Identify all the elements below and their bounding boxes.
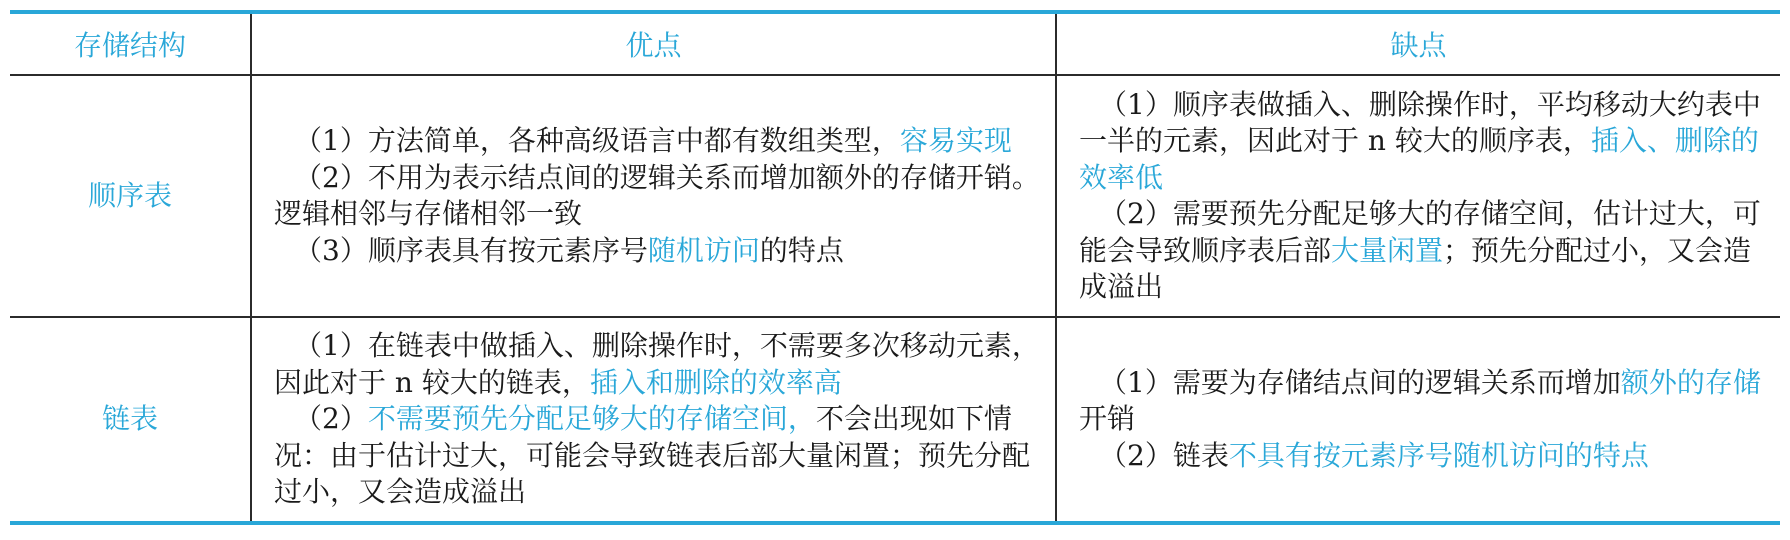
pros-item: （3）顺序表具有按元素序号随机访问的特点 xyxy=(294,233,844,267)
highlight-text: 不需要预先分配足够大的存储空间， xyxy=(367,402,816,436)
pros-cell xyxy=(251,75,1056,317)
pros-item: （1）在链表中做插入、删除操作时，不需要多次移动元素，因此对于 n 较大的链表，插入和删除的效率高 xyxy=(274,329,1040,399)
highlight-text: 插入、删除的效率低 xyxy=(1079,124,1759,194)
pros-item: （1）方法简单，各种高级语言中都有数组类型，容易实现 xyxy=(294,124,1012,157)
cons-cell xyxy=(1056,75,1780,317)
header-structure: 存储结构 xyxy=(10,12,251,75)
highlight-text: 容易实现 xyxy=(899,124,1012,157)
highlight-text: 额外的存储 xyxy=(1620,365,1761,399)
pros-item: （2）不用为表示结点间的逻辑关系而增加额外的存储开销。逻辑相邻与存储相邻一致 xyxy=(274,160,1040,230)
comparison-table xyxy=(10,10,1780,525)
header-row xyxy=(10,12,1780,75)
row-name: 链表 xyxy=(10,317,251,523)
row-name: 顺序表 xyxy=(87,178,172,212)
highlight-text: 大量闲置 xyxy=(1331,233,1444,267)
cons-item: （2）链表不具有按元素序号随机访问的特点 xyxy=(1099,438,1649,472)
cons-item: （1）顺序表做插入、删除操作时，平均移动大约表中一半的元素，因此对于 n 较大的顺序表，插入、删除的效率低 xyxy=(1079,87,1761,194)
cons-item: （2）需要预先分配足够大的存储空间，估计过大，可能会导致顺序表后部大量闲置；预先分配过小，又会造成溢出 xyxy=(1079,197,1761,303)
highlight-text: 不具有按元素序号随机访问的特点 xyxy=(1228,438,1649,472)
cons-cell xyxy=(1056,317,1780,523)
table-row-sequential-list xyxy=(10,75,1780,317)
comparison-table-wrapper xyxy=(10,10,1780,525)
pros-item: （2）不需要预先分配足够大的存储空间，不会出现如下情况：由于估计过大，可能会导致链表后部大量闲置；预先分配过小，又会造成溢出 xyxy=(274,402,1031,509)
cons-item: （1）需要为存储结点间的逻辑关系而增加额外的存储开销 xyxy=(1079,365,1761,436)
header-pros: 优点 xyxy=(251,12,1056,75)
pros-cell xyxy=(251,317,1056,523)
header-cons: 缺点 xyxy=(1056,12,1780,75)
table-row-linked-list xyxy=(10,317,1780,523)
highlight-text: 随机访问 xyxy=(647,233,760,267)
highlight-text: 插入和删除的效率高 xyxy=(589,365,842,399)
